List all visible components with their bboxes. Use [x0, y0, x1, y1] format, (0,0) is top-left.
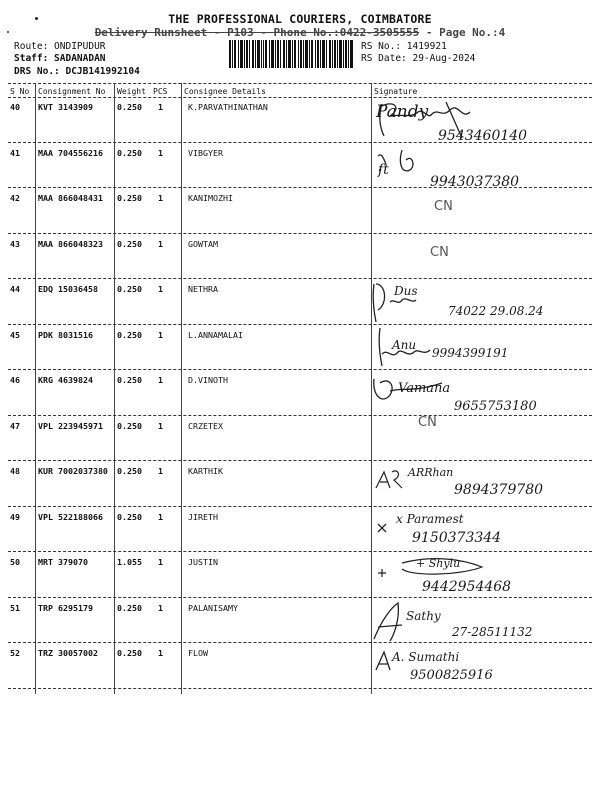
table-row [8, 414, 592, 462]
row-consignment-no: MAA 866048323 [38, 238, 103, 249]
handwritten-signature: ARRhan [408, 466, 454, 479]
row-pcs: 1 [158, 193, 163, 203]
row-divider [8, 233, 592, 234]
row-consignee: D.VINOTH [188, 375, 228, 385]
col-header-pcs: PCS [153, 87, 168, 96]
signature-cell [372, 371, 588, 416]
row-sno: 40 [10, 102, 20, 112]
barcode-image [229, 40, 353, 68]
row-consignment-no: KUR 7002037380 [38, 466, 108, 476]
row-pcs: 1 [158, 329, 163, 340]
handwritten-phone: 9655753180 [454, 399, 537, 414]
signature-cell [372, 98, 588, 143]
row-consignment-no: VPL 522188066 [38, 511, 103, 522]
table-row [8, 189, 592, 234]
row-weight: 0.250 [117, 238, 142, 249]
signature-cell [372, 280, 588, 325]
row-divider [8, 688, 592, 689]
handwritten-phone: 9500825916 [410, 668, 493, 683]
row-pcs: 1 [158, 238, 163, 249]
row-pcs: 1 [158, 147, 163, 158]
row-pcs: 1 [158, 102, 163, 112]
row-pcs: 1 [158, 466, 163, 476]
col-header-consignment: Consignment No [38, 87, 106, 96]
handwritten-note: CN [434, 199, 453, 214]
row-pcs: 1 [158, 602, 163, 613]
row-consignment-no: MAA 704556216 [38, 147, 103, 158]
staff-label: Staff: SADANADAN [14, 53, 106, 64]
row-sno: 46 [10, 375, 20, 385]
handwritten-note: CN [430, 244, 449, 260]
signature-cell [372, 599, 588, 644]
handwritten-phone: 9994399191 [432, 345, 509, 360]
signature-cell [372, 414, 588, 462]
handwritten-phone: 9543460140 [438, 128, 528, 144]
row-divider [8, 460, 592, 461]
signature-cell [372, 644, 588, 689]
row-weight: 0.250 [117, 329, 142, 340]
row-pcs: 1 [158, 648, 163, 658]
row-consignee: JIRETH [188, 511, 218, 522]
row-consignment-no: VPL 223945971 [38, 420, 103, 431]
handwritten-note: CN [418, 414, 437, 430]
table-row [8, 326, 592, 371]
handwritten-signature: + Shylu [416, 557, 461, 570]
subtitle-main: Delivery Runsheet - P103 - Phone No.:0422-3505555 [94, 26, 420, 39]
row-sno: 42 [10, 193, 20, 203]
handwritten-signature: Anu [392, 337, 417, 352]
col-header-sno: S No [10, 87, 30, 96]
row-divider [8, 642, 592, 643]
row-weight: 0.250 [117, 102, 142, 112]
row-pcs: 1 [158, 375, 163, 385]
scan-speck [7, 31, 9, 33]
row-divider [8, 278, 592, 279]
row-sno: 52 [10, 648, 20, 658]
handwritten-phone: 74022 29.08.24 [448, 304, 544, 318]
row-sno: 49 [10, 511, 20, 522]
col-header-weight: Weight [117, 87, 146, 96]
row-consignee: JUSTIN [188, 557, 218, 567]
table-row [8, 553, 592, 598]
subtitle-page: - Page No.:4 [425, 26, 506, 39]
signature-cell [372, 462, 588, 507]
row-consignment-no: MAA 866048431 [38, 193, 103, 203]
table-row [8, 280, 592, 325]
runsheet-title: THE PROFESSIONAL COURIERS, COIMBATORE [168, 12, 432, 26]
route-label: Route: ONDIPUDUR [14, 41, 106, 52]
row-sno: 45 [10, 329, 20, 340]
row-consignee: CRZETEX [188, 420, 223, 431]
row-pcs: 1 [158, 284, 163, 294]
row-consignment-no: TRZ 30057002 [38, 648, 98, 658]
row-consignee: PALANISAMY [188, 602, 238, 613]
row-divider [8, 551, 592, 552]
row-weight: 0.250 [117, 648, 142, 658]
handwritten-signature: Vamana [398, 381, 451, 396]
row-weight: 0.250 [117, 466, 142, 476]
row-sno: 43 [10, 238, 20, 249]
row-weight: 0.250 [117, 511, 142, 522]
row-divider [8, 597, 592, 598]
row-consignment-no: MRT 379070 [38, 557, 88, 567]
handwritten-signature: A. Sumathi [392, 650, 460, 664]
table-row [8, 98, 592, 143]
row-consignment-no: KVT 3143909 [38, 102, 93, 112]
row-consignee: KANIMOZHI [188, 193, 233, 203]
col-header-signature: Signature [374, 87, 418, 96]
table-row [8, 371, 592, 416]
row-divider [8, 187, 592, 188]
row-consignment-no: KRG 4639824 [38, 375, 93, 385]
row-weight: 0.250 [117, 284, 142, 294]
row-divider [8, 142, 592, 143]
row-consignment-no: PDK 8031516 [38, 329, 93, 340]
row-consignee: NETHRA [188, 284, 218, 294]
row-consignment-no: TRP 6295179 [38, 602, 93, 613]
row-divider [8, 324, 592, 325]
row-sno: 47 [10, 420, 20, 431]
handwritten-phone: 27-28511132 [452, 624, 533, 639]
row-sno: 51 [10, 602, 20, 613]
row-weight: 0.250 [117, 193, 142, 203]
signature-cell [372, 235, 588, 280]
table-row [8, 462, 592, 507]
row-consignee: GOWTAM [188, 238, 218, 249]
signature-cell [372, 189, 588, 234]
table-row [8, 235, 592, 280]
row-consignee: VIBGYER [188, 147, 223, 158]
row-divider [8, 369, 592, 370]
row-pcs: 1 [158, 511, 163, 522]
handwritten-signature: Sathy [406, 608, 441, 623]
header-divider-top [8, 83, 592, 84]
row-weight: 0.250 [117, 147, 142, 158]
rs-date: RS Date: 29-Aug-2024 [361, 53, 476, 64]
row-consignment-no: EDQ 15036458 [38, 284, 98, 294]
row-weight: 1.055 [117, 557, 142, 567]
row-consignee: K.PARVATHINATHAN [188, 102, 268, 112]
signature-cell [372, 144, 588, 189]
row-sno: 48 [10, 466, 20, 476]
row-divider [8, 415, 592, 416]
row-sno: 44 [10, 284, 20, 294]
row-consignee: L.ANNAMALAI [188, 329, 243, 340]
handwritten-signature: x Paramest [396, 511, 464, 526]
signature-cell [372, 508, 588, 553]
row-weight: 0.250 [117, 375, 142, 385]
row-weight: 0.250 [117, 420, 142, 431]
table-row [8, 599, 592, 644]
col-header-consignee: Consignee Details [184, 87, 266, 96]
runsheet-subtitle [0, 26, 600, 39]
handwritten-signature: ft [378, 161, 389, 178]
drs-number: DRS No.: DCJB141992104 [14, 66, 140, 77]
row-weight: 0.250 [117, 602, 142, 613]
scan-speck [35, 17, 38, 20]
row-consignee: FLOW [188, 648, 208, 658]
row-sno: 50 [10, 557, 20, 567]
handwritten-signature: Dus [394, 284, 418, 298]
row-consignee: KARTHIK [188, 466, 223, 476]
signature-cell [372, 326, 588, 371]
handwritten-signature: Pandy [376, 102, 429, 122]
table-row [8, 644, 592, 689]
rs-number: RS No.: 1419921 [361, 41, 447, 52]
row-divider [8, 506, 592, 507]
handwritten-phone: 9943037380 [430, 173, 520, 190]
table-row [8, 508, 592, 553]
handwritten-phone: 9442954468 [422, 579, 512, 595]
handwritten-phone: 9150373344 [412, 529, 502, 546]
row-sno: 41 [10, 147, 20, 158]
signature-cell [372, 553, 588, 598]
table-row [8, 144, 592, 189]
row-pcs: 1 [158, 557, 163, 567]
row-pcs: 1 [158, 420, 163, 431]
handwritten-phone: 9894379780 [454, 482, 544, 498]
